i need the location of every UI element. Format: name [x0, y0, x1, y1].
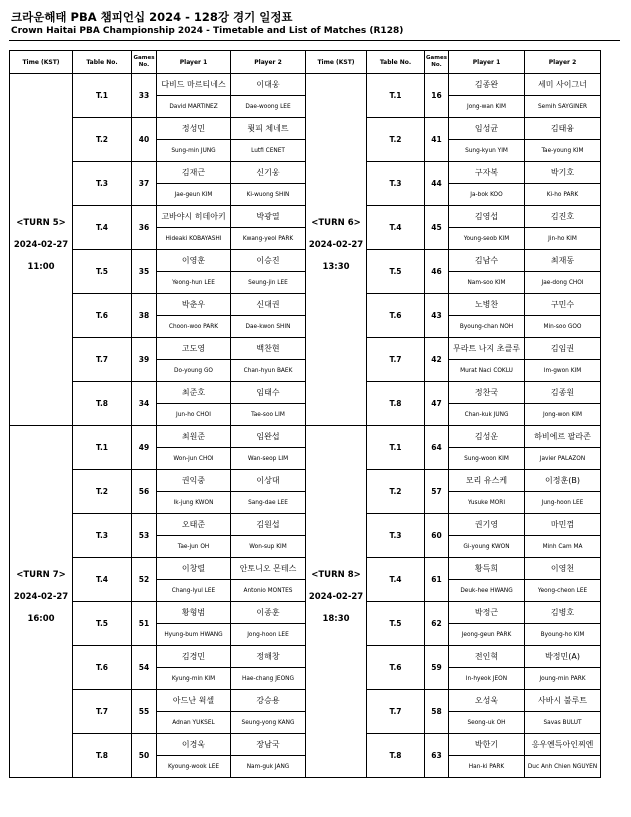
player-2-name-english: Antonio MONTES: [231, 580, 306, 602]
match-row: [10, 162, 601, 184]
game-number: 38: [132, 294, 157, 338]
table-number: T.7: [73, 338, 132, 382]
match-row: [10, 514, 601, 536]
header-player-2: Player 2: [231, 51, 306, 74]
game-number: 37: [132, 162, 157, 206]
player-1-name-english: Do-young GO: [157, 360, 231, 382]
player-2-name-korean: 박광열: [231, 206, 306, 228]
player-2-name-english: Tae-young KIM: [525, 140, 601, 162]
table-number: T.8: [367, 382, 425, 426]
player-1-name-english: Adnan YUKSEL: [157, 712, 231, 734]
player-2-name-english: Jin-ho KIM: [525, 228, 601, 250]
table-number: T.2: [73, 470, 132, 514]
table-number: T.1: [367, 426, 425, 470]
table-number: T.2: [367, 470, 425, 514]
turn-time: 18:30: [322, 613, 350, 624]
player-2-name-korean: 이종훈: [231, 602, 306, 624]
player-1-name-korean: 고바야시 히데아키: [157, 206, 231, 228]
player-1-name-korean: 김성운: [449, 426, 525, 448]
player-2-name-english: Nam-guk JANG: [231, 756, 306, 778]
player-1-name-korean: 최원준: [157, 426, 231, 448]
header-table-no: Table No.: [367, 51, 425, 74]
player-1-name-english: Murat Naci COKLU: [449, 360, 525, 382]
player-2-name-english: Duc Anh Chien NGUYEN: [525, 756, 601, 778]
match-row: [10, 382, 601, 404]
game-number: 52: [132, 558, 157, 602]
header-games-no: Games No.: [425, 51, 449, 74]
game-number: 43: [425, 294, 449, 338]
player-1-name-english: David MARTINEZ: [157, 96, 231, 118]
match-row: [10, 558, 601, 580]
game-number: 39: [132, 338, 157, 382]
player-2-name-korean: 이상대: [231, 470, 306, 492]
player-1-name-korean: 전인혁: [449, 646, 525, 668]
table-number: T.1: [73, 426, 132, 470]
player-1-name-english: Deuk-hee HWANG: [449, 580, 525, 602]
player-1-name-english: Jae-geun KIM: [157, 184, 231, 206]
table-number: T.3: [367, 162, 425, 206]
player-2-name-korean: 구민수: [525, 294, 601, 316]
player-1-name-english: Sung-min JUNG: [157, 140, 231, 162]
player-2-name-english: Kwang-yeol PARK: [231, 228, 306, 250]
player-1-name-korean: 오성욱: [449, 690, 525, 712]
player-2-name-english: Joung-min PARK: [525, 668, 601, 690]
player-1-name-korean: 박정근: [449, 602, 525, 624]
player-2-name-korean: 이대웅: [231, 74, 306, 96]
player-1-name-korean: 박한기: [449, 734, 525, 756]
player-1-name-korean: 임성균: [449, 118, 525, 140]
table-number: T.6: [73, 294, 132, 338]
player-1-name-korean: 김경민: [157, 646, 231, 668]
player-2-name-korean: 강승용: [231, 690, 306, 712]
player-2-name-korean: 안토니오 몬테스: [231, 558, 306, 580]
player-1-name-korean: 아드난 윅셀: [157, 690, 231, 712]
game-number: 62: [425, 602, 449, 646]
game-number: 40: [132, 118, 157, 162]
player-1-name-english: Jun-ho CHOI: [157, 404, 231, 426]
player-2-name-korean: 신대권: [231, 294, 306, 316]
table-number: T.4: [73, 206, 132, 250]
player-1-name-english: Kyung-min KIM: [157, 668, 231, 690]
player-1-name-korean: 김남수: [449, 250, 525, 272]
player-2-name-english: Jong-hoon LEE: [231, 624, 306, 646]
table-number: T.7: [367, 338, 425, 382]
match-row: [10, 338, 601, 360]
turn-date: 2024-02-27: [308, 239, 364, 250]
turn-turn: <TURN 5>: [16, 217, 66, 228]
table-number: T.8: [367, 734, 425, 778]
player-1-name-korean: 이창렬: [157, 558, 231, 580]
game-number: 60: [425, 514, 449, 558]
table-number: T.5: [367, 602, 425, 646]
player-2-name-korean: 장남국: [231, 734, 306, 756]
player-2-name-english: Ki-wuong SHIN: [231, 184, 306, 206]
table-number: T.6: [367, 646, 425, 690]
player-1-name-korean: 김영섭: [449, 206, 525, 228]
table-number: T.7: [73, 690, 132, 734]
player-2-name-english: Im-gwon KIM: [525, 360, 601, 382]
player-2-name-english: Wan-seop LIM: [231, 448, 306, 470]
player-1-name-korean: 최준호: [157, 382, 231, 404]
game-number: 54: [132, 646, 157, 690]
table-number: T.4: [73, 558, 132, 602]
table-number: T.1: [73, 74, 132, 118]
player-1-name-english: Sung-kyun YIM: [449, 140, 525, 162]
player-2-name-korean: 륏피 체네트: [231, 118, 306, 140]
match-row: [10, 294, 601, 316]
player-2-name-english: Jong-won KIM: [525, 404, 601, 426]
page-title-english: Crown Haitai PBA Championship 2024 - Timetable and List of Matches (R128): [11, 26, 404, 36]
game-number: 16: [425, 74, 449, 118]
player-2-name-korean: 최재동: [525, 250, 601, 272]
turn-date: 2024-02-27: [308, 591, 364, 602]
game-number: 42: [425, 338, 449, 382]
game-number: 41: [425, 118, 449, 162]
turn-date: 2024-02-27: [13, 239, 69, 250]
player-2-name-korean: 이승진: [231, 250, 306, 272]
player-2-name-korean: 박정민(A): [525, 646, 601, 668]
game-number: 36: [132, 206, 157, 250]
game-number: 59: [425, 646, 449, 690]
player-1-name-english: Tae-jun OH: [157, 536, 231, 558]
game-number: 49: [132, 426, 157, 470]
player-1-name-english: Hideaki KOBAYASHI: [157, 228, 231, 250]
player-1-name-korean: 이영훈: [157, 250, 231, 272]
player-2-name-korean: 김원섭: [231, 514, 306, 536]
match-row: [10, 206, 601, 228]
player-1-name-korean: 구자복: [449, 162, 525, 184]
table-number: T.5: [73, 602, 132, 646]
game-number: 50: [132, 734, 157, 778]
player-2-name-korean: 김병호: [525, 602, 601, 624]
player-2-name-korean: 신기웅: [231, 162, 306, 184]
player-1-name-english: Ja-bok KOO: [449, 184, 525, 206]
table-number: T.3: [73, 514, 132, 558]
player-1-name-english: Kyoung-wook LEE: [157, 756, 231, 778]
player-2-name-english: Lutfi CENET: [231, 140, 306, 162]
turn-turn: <TURN 7>: [16, 569, 66, 580]
header-table-no: Table No.: [73, 51, 132, 74]
player-2-name-english: Tae-soo LIM: [231, 404, 306, 426]
player-2-name-english: Ki-ho PARK: [525, 184, 601, 206]
player-2-name-korean: 김태융: [525, 118, 601, 140]
player-2-name-english: Dae-woong LEE: [231, 96, 306, 118]
player-2-name-korean: 백찬현: [231, 338, 306, 360]
player-1-name-korean: 권익중: [157, 470, 231, 492]
player-1-name-korean: 모리 유스케: [449, 470, 525, 492]
table-number: T.5: [73, 250, 132, 294]
player-2-name-korean: 마민껌: [525, 514, 601, 536]
table-number: T.2: [73, 118, 132, 162]
player-1-name-korean: 정성민: [157, 118, 231, 140]
turn-time: 16:00: [27, 613, 55, 624]
game-number: 64: [425, 426, 449, 470]
header-time: Time (KST): [306, 51, 367, 74]
player-1-name-english: Jeong-geun PARK: [449, 624, 525, 646]
header-time: Time (KST): [10, 51, 73, 74]
game-number: 35: [132, 250, 157, 294]
game-number: 46: [425, 250, 449, 294]
turn-info: [306, 74, 367, 426]
player-2-name-english: Minh Cam MA: [525, 536, 601, 558]
turn-turn: <TURN 6>: [311, 217, 361, 228]
player-1-name-korean: 권기영: [449, 514, 525, 536]
player-1-name-english: Seong-uk OH: [449, 712, 525, 734]
turn-info: [10, 426, 73, 778]
player-2-name-korean: 이영천: [525, 558, 601, 580]
player-2-name-korean: 박기호: [525, 162, 601, 184]
player-2-name-english: Jung-hoon LEE: [525, 492, 601, 514]
player-1-name-english: Young-seob KIM: [449, 228, 525, 250]
table-number: T.8: [73, 382, 132, 426]
table-number: T.8: [73, 734, 132, 778]
turn-turn: <TURN 8>: [311, 569, 361, 580]
game-number: 45: [425, 206, 449, 250]
match-row: [10, 690, 601, 712]
game-number: 58: [425, 690, 449, 734]
match-row: [10, 118, 601, 140]
game-number: 53: [132, 514, 157, 558]
header-games-no: Games No.: [132, 51, 157, 74]
player-1-name-korean: 오태준: [157, 514, 231, 536]
table-number: T.1: [367, 74, 425, 118]
schedule-table: [9, 50, 601, 778]
table-number: T.6: [367, 294, 425, 338]
match-row: [10, 602, 601, 624]
game-number: 33: [132, 74, 157, 118]
table-number: T.7: [367, 690, 425, 734]
table-number: T.3: [367, 514, 425, 558]
header-player-2: Player 2: [525, 51, 601, 74]
turn-info: [306, 426, 367, 778]
player-2-name-korean: 이정훈(B): [525, 470, 601, 492]
player-1-name-english: Gi-young KWON: [449, 536, 525, 558]
table-number: T.3: [73, 162, 132, 206]
match-row: [10, 74, 601, 96]
game-number: 57: [425, 470, 449, 514]
player-2-name-english: Min-soo GOO: [525, 316, 601, 338]
match-row: [10, 646, 601, 668]
match-row: [10, 734, 601, 756]
player-1-name-english: Nam-soo KIM: [449, 272, 525, 294]
player-1-name-english: Han-ki PARK: [449, 756, 525, 778]
player-2-name-english: Yeong-cheon LEE: [525, 580, 601, 602]
game-number: 47: [425, 382, 449, 426]
table-number: T.6: [73, 646, 132, 690]
player-1-name-korean: 다비드 마르티네스: [157, 74, 231, 96]
table-number: T.4: [367, 558, 425, 602]
player-1-name-korean: 김재근: [157, 162, 231, 184]
title-divider: [9, 40, 620, 41]
player-2-name-korean: 김임권: [525, 338, 601, 360]
player-2-name-english: Sang-dae LEE: [231, 492, 306, 514]
match-row: [10, 470, 601, 492]
turn-time: 11:00: [27, 261, 55, 272]
player-2-name-korean: 하비에르 팔라존: [525, 426, 601, 448]
game-number: 34: [132, 382, 157, 426]
player-2-name-korean: 임태수: [231, 382, 306, 404]
player-1-name-english: Choon-woo PARK: [157, 316, 231, 338]
game-number: 44: [425, 162, 449, 206]
player-2-name-english: Seung-yong KANG: [231, 712, 306, 734]
game-number: 56: [132, 470, 157, 514]
game-number: 63: [425, 734, 449, 778]
player-2-name-english: Javier PALAZON: [525, 448, 601, 470]
player-1-name-korean: 고도영: [157, 338, 231, 360]
player-1-name-korean: 박춘우: [157, 294, 231, 316]
player-1-name-korean: 노병찬: [449, 294, 525, 316]
player-1-name-english: Yusuke MORI: [449, 492, 525, 514]
table-number: T.4: [367, 206, 425, 250]
player-2-name-english: Won-sup KIM: [231, 536, 306, 558]
match-row: [10, 426, 601, 448]
game-number: 61: [425, 558, 449, 602]
player-1-name-english: Chan-kuk JUNG: [449, 404, 525, 426]
table-number: T.5: [367, 250, 425, 294]
page-title-korean: 크라운해태 PBA 챔피언십 2024 - 128강 경기 일정표: [11, 10, 293, 24]
player-2-name-english: Jae-dong CHOI: [525, 272, 601, 294]
player-1-name-english: Won-jun CHOI: [157, 448, 231, 470]
game-number: 55: [132, 690, 157, 734]
player-1-name-english: Chang-lyul LEE: [157, 580, 231, 602]
player-2-name-korean: 사바시 불루트: [525, 690, 601, 712]
player-2-name-english: Byoung-ho KIM: [525, 624, 601, 646]
turn-info: [10, 74, 73, 426]
player-2-name-english: Savas BULUT: [525, 712, 601, 734]
turn-date: 2024-02-27: [13, 591, 69, 602]
header-row: [10, 51, 601, 74]
game-number: 51: [132, 602, 157, 646]
player-2-name-korean: 세미 사이그너: [525, 74, 601, 96]
player-2-name-korean: 김종원: [525, 382, 601, 404]
player-1-name-english: Yeong-hun LEE: [157, 272, 231, 294]
player-2-name-english: Dae-kwon SHIN: [231, 316, 306, 338]
player-2-name-english: Chan-hyun BAEK: [231, 360, 306, 382]
header-player-1: Player 1: [449, 51, 525, 74]
player-1-name-korean: 이경욱: [157, 734, 231, 756]
player-2-name-english: Hae-chang JEONG: [231, 668, 306, 690]
player-2-name-korean: 김진호: [525, 206, 601, 228]
turn-time: 13:30: [322, 261, 350, 272]
player-1-name-english: Sung-woon KIM: [449, 448, 525, 470]
player-1-name-korean: 정찬국: [449, 382, 525, 404]
header-player-1: Player 1: [157, 51, 231, 74]
player-1-name-korean: 황형범: [157, 602, 231, 624]
player-1-name-english: Hyung-bum HWANG: [157, 624, 231, 646]
player-2-name-korean: 정해창: [231, 646, 306, 668]
player-1-name-english: Ik-jung KWON: [157, 492, 231, 514]
player-2-name-english: Seung-jin LEE: [231, 272, 306, 294]
player-2-name-korean: 응우옌득아인찌엔: [525, 734, 601, 756]
player-1-name-korean: 김종완: [449, 74, 525, 96]
player-1-name-korean: 무라트 나지 초클루: [449, 338, 525, 360]
match-row: [10, 250, 601, 272]
table-number: T.2: [367, 118, 425, 162]
player-1-name-english: In-hyeok JEON: [449, 668, 525, 690]
player-2-name-korean: 임완섭: [231, 426, 306, 448]
player-1-name-korean: 황득희: [449, 558, 525, 580]
player-1-name-english: Byoung-chan NOH: [449, 316, 525, 338]
player-2-name-english: Semih SAYGINER: [525, 96, 601, 118]
player-1-name-english: Jong-wan KIM: [449, 96, 525, 118]
